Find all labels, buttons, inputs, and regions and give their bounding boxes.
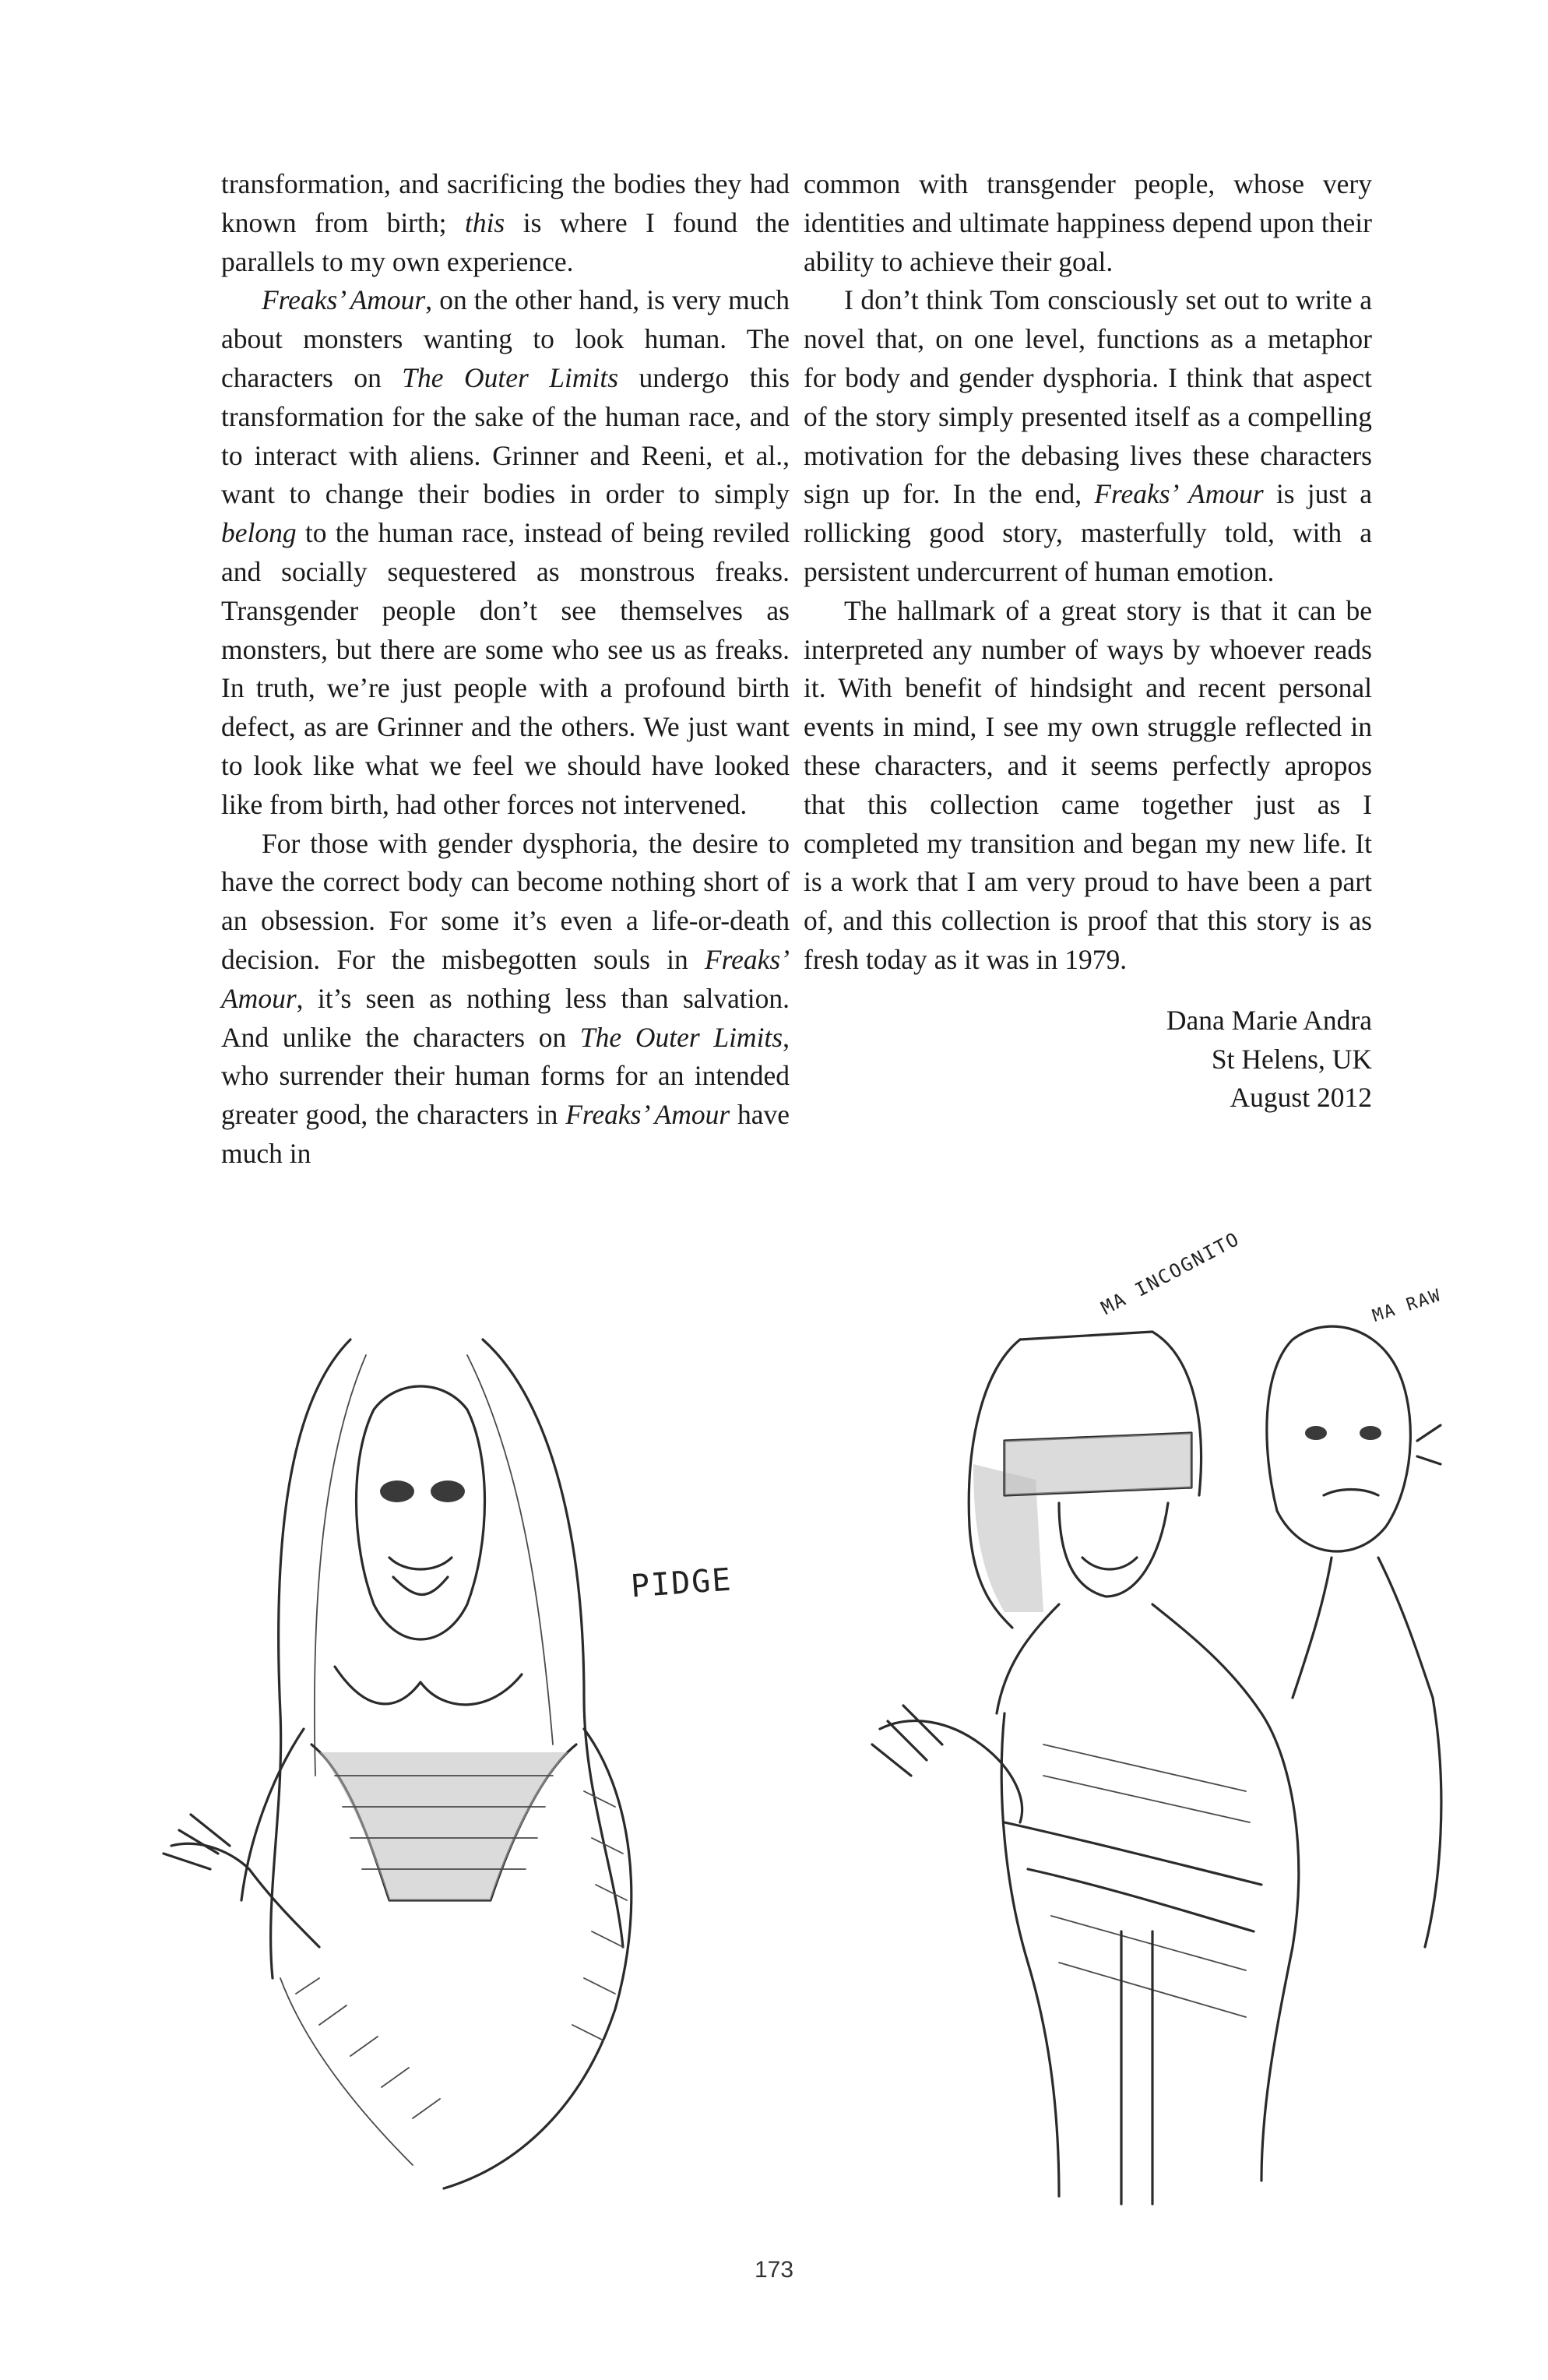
signoff-date: August 2012 [1230,1082,1372,1114]
ma-incognito-sketch-drawing [825,1246,1487,2251]
paragraph: For those with gender dysphoria, the desire to have the correct body can become nothing short of an obsession. For some it’s even a life-or-death decision. For the misbegotten souls in Freaks’ Amour, it’s seen as nothing less than salvation. And unlike the characters on The Outer Limits, who surrender their human forms for an intended greater good, the characters in Freaks’ Amour have much in [221,827,790,1169]
pidge-sketch-drawing [117,1308,802,2227]
paragraph: The hallmark of a great story is that it can be interpreted any number of ways by whoever reads it. With benefit of hindsight and recent personal events in mind, I see my own struggle reflected in these characters, and it seems perfectly apropos that this collection came together just as I completed my transition and began my new life. It is a work that I am very proud to have been a part of, and this collection is proof that this story is as fresh today as it was in 1979. [804,594,1372,975]
page-number: 173 [754,2257,794,2283]
paragraph: common with transgender people, whose very identities and ultimate happiness depend upon their ability to achieve their goal. [804,168,1372,277]
left-text-column [221,165,790,1174]
author-location: St Helens, UK [1211,1043,1372,1075]
ma-incognito-sketch [825,1227,1487,2251]
pidge-sketch [117,1308,802,2227]
paragraph: transformation, and sacrificing the bodies they had known from birth; this is where I found the parallels to my own experience. [221,168,790,277]
ma-raw-label: MA RAW [1370,1285,1444,1326]
ma-incognito-label: MA INCOGNITO [1097,1227,1244,1319]
paragraph: Freaks’ Amour, on the other hand, is very much about monsters wanting to look human. The characters on The Outer Limits undergo this transformation for the sake of the human race, and to interact with aliens. Grinner and Reeni, et al., want to change their bodies in order to simply belong to the human race, instead of being reviled and socially sequestered as monstrous freaks. Transgender people don’t see themselves as monsters, but there are some who see us as freaks. In truth, we’re just people with a profound birth defect, as are Grinner and the others. We just want to look like what we feel we should have looked like from birth, had other forces not intervened. [221,284,790,820]
paragraph: I don’t think Tom consciously set out to write a novel that, on one level, functions as a metaphor for body and gender dysphoria. I think that aspect of the story simply presented itself as a compelling motivation for the debasing lives these characters sign up for. In the end, Freaks’ Amour is just a rollicking good story, masterfully told, with a persistent undercurrent of human emotion. [804,284,1372,587]
right-text-column [804,165,1372,1118]
author-name: Dana Marie Andra [1166,1004,1372,1036]
author-signoff [804,1002,1372,1118]
pidge-label: PIDGE [629,1561,734,1605]
